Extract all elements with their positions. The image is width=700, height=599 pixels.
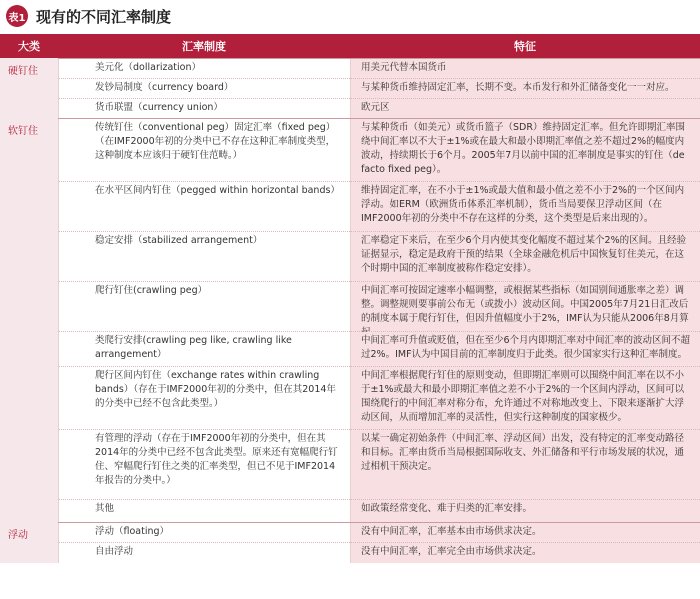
regime-cell: 类爬行安排(crawling peg like, crawling like arrangement） [58,332,350,367]
feature-cell: 以某一确定初始条件（中间汇率、浮动区间）出发，没有特定的汇率变动路径和目标。汇率由货币当局根据国际收支、外汇储备和平行市场发展的状况，通过相机干预决定。 [350,430,700,500]
group-floating [0,522,700,563]
regime-cell: 爬行钉住(crawling peg） [58,282,350,332]
regime-cell: 有管理的浮动（存在于IMF2000年初的分类中，但在其2014年的分类中已经不包含此类型。原来还有宽幅爬行钉住、窄幅爬行钉住之类的汇率类型，但已不见于IMF2014年报告的分类中。） [58,430,350,500]
table-title: 现有的不同汇率制度 [36,7,172,26]
group-label: 浮动 [8,530,28,541]
table-row [0,99,700,118]
feature-cell: 没有中间汇率，汇率基本由市场供求决定。 [350,523,700,543]
feature-cell: 中间汇率根据爬行钉住的原则变动，但即期汇率则可以围绕中间汇率在以不小于±1%或最大和最小即期汇率值之差不小于2%的一个区间内浮动，区间可以围绕爬行的中间汇率对称分布，允许通过不对称地改变上、下限来逐渐扩大浮动区间，从而增加汇率的灵活性，但实行这种制度的国家极少。 [350,367,700,430]
group-label: 软钉住 [8,126,38,137]
feature-cell: 汇率稳定下来后，在至少6个月内使其变化幅度不超过某个2%的区间。且经验证据显示，稳定是政府干预的结果（全球金融危机后中国恢复钉住美元，在这个时期中国的汇率制度被称作稳定安排）。 [350,232,700,282]
table-row [0,282,700,332]
table-row [0,79,700,99]
table-row [0,332,700,367]
regime-cell: 货币联盟（currency union） [58,99,350,118]
feature-cell: 欧元区 [350,99,700,118]
feature-cell: 如政策经常变化、难于归类的汇率安排。 [350,500,700,522]
group-hard-peg [0,58,700,118]
table-title-bar [0,0,700,32]
regime-cell: 浮动（floating） [58,523,350,543]
table-header [0,34,700,58]
feature-cell: 没有中间汇率，汇率完全由市场供求决定。 [350,543,700,563]
regime-cell: 发钞局制度（currency board） [58,79,350,99]
table-row [0,543,700,563]
exchange-rate-table [0,34,700,563]
regime-cell: 稳定安排（stabilized arrangement） [58,232,350,282]
header-category: 大类 [18,40,40,53]
feature-cell: 中间汇率可升值或贬值，但在至少6个月内即期汇率对中间汇率的波动区间不超过2%。IMF认为中国目前的汇率制度归于此类。很少国家实行这种汇率制度。 [350,332,700,367]
regime-cell: 其他 [58,500,350,522]
table-row [0,59,700,79]
table-row [0,119,700,182]
group-label: 硬钉住 [8,66,38,77]
table-row [0,367,700,430]
table-row [0,430,700,500]
feature-cell: 与某种货币维持固定汇率，长期不变。本币发行和外汇储备变化一一对应。 [350,79,700,99]
regime-cell: 在水平区间内钉住（pegged within horizontal bands） [58,182,350,232]
feature-cell: 用美元代替本国货币 [350,59,700,79]
group-soft-peg [0,118,700,522]
regime-cell: 自由浮动 [58,543,350,563]
table-badge: 表1 [6,5,28,27]
regime-cell: 爬行区间内钉住（exchange rates within crawling bands）（存在于IMF2000年初的分类中，但在其2014年的分类中已经不包含此类型。） [58,367,350,430]
table-row [0,232,700,282]
table-row [0,182,700,232]
regime-cell: 美元化（dollarization） [58,59,350,79]
regime-cell: 传统钉住（conventional peg）固定汇率（fixed peg）（在IMF2000年初的分类中已不存在这种汇率制度类型，这种制度本应该归于硬钉住范畴。） [58,119,350,182]
header-feature: 特征 [514,40,536,53]
feature-cell: 维持固定汇率，在不小于±1%或最大值和最小值之差不小于2%的一个区间内浮动。如ERM（欧洲货币体系汇率机制），货币当局要保卫浮动区间（在IMF2000年初的分类中不存在这样的分类，这个类型是后来出现的）。 [350,182,700,232]
feature-cell: 与某种货币（如美元）或货币篮子（SDR）维持固定汇率。但允许即期汇率围绕中间汇率以不大于±1%或在最大和最小即期汇率值之差不超过2%的幅度内波动，持续期长于6个月。2005年7月以前中国的汇率制度是事实的钉住（de facto fixed peg）。 [350,119,700,182]
feature-cell: 中间汇率可按固定速率小幅调整，或根据某些指标（如国别间通胀率之差）调整。调整规则要事前公布无（或拨小）波动区间。中国2005年7月21日汇改后的制度本属于爬行钉住，但因升值幅度小于2%，IMF认为只能从2006年8月算 [350,282,700,332]
table-row [0,500,700,522]
header-regime: 汇率制度 [182,40,226,53]
table-row [0,523,700,543]
